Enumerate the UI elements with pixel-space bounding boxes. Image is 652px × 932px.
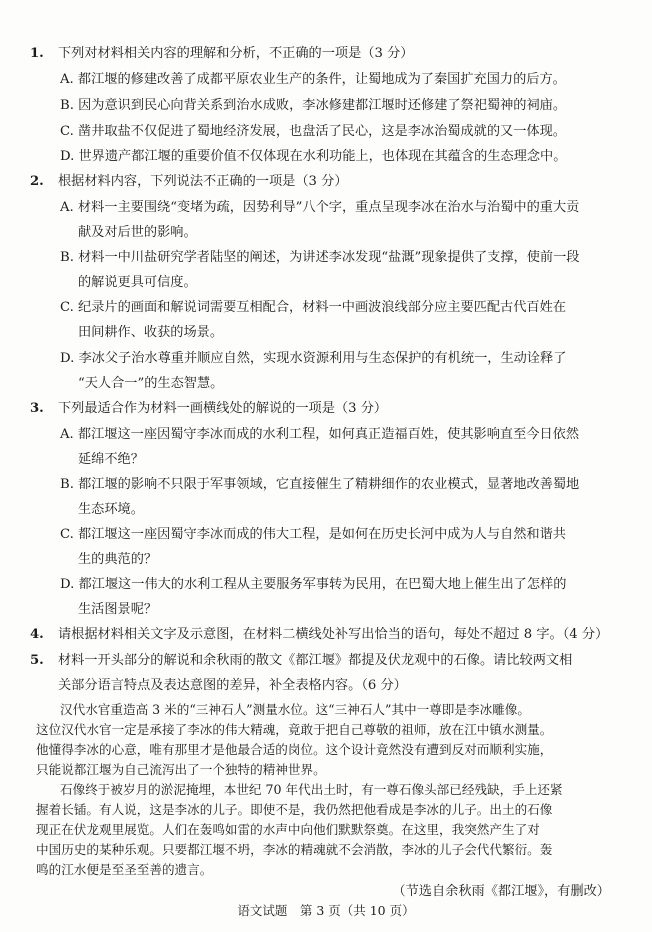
q2-option-a: A. 材料一主要围绕“变堵为疏，因势利导”八个字，重点呈现李冰在治水与治蜀中的重大贡: [60, 200, 580, 215]
q2-option-a-cont: 献及对后世的影响。: [78, 225, 197, 240]
question-5-stem-cont: 关部分语言特点及表达意图的差异，补全表格内容。（6 分）: [58, 678, 407, 693]
q3-option-d-cont: 生活图景呢？: [78, 602, 158, 617]
q2-option-d: D. 李冰父子治水尊重并顺应自然，实现水资源利用与生态保护的有机统一，生动诠释了: [60, 351, 567, 366]
question-stem: 下列对材料相关内容的理解和分析，不正确的一项是（3 分）: [58, 46, 414, 61]
question-number: 3.: [30, 401, 44, 416]
passage-line: 只能说都江堰为自己流泻出了一个独特的精神世界。: [36, 762, 326, 777]
q2-option-b: B. 材料一中川盐研究学者陆坚的阐述，为讲述李冰发现“盐溉”现象提供了支撑，使前一段: [60, 250, 580, 265]
q3-option-b-cont: 生态环境。: [78, 502, 144, 517]
q2-option-d-cont: “天人合一”的生态智慧。: [78, 376, 224, 391]
passage-line: 中国历史的某种乐观。只要都江堰不坍，李冰的精魂就不会消散，李冰的儿子会代代繁衍。轰: [36, 842, 553, 857]
q1-option-b: B. 因为意识到民心向背关系到治水成败，李冰修建都江堰时还修建了祭祀蜀神的祠庙。: [60, 98, 567, 113]
q3-option-b: B. 都江堰的影响不只限于军事领域，它直接催生了精耕细作的农业模式，显著地改善蜀地: [60, 477, 580, 492]
q3-option-a: A. 都江堰这一座因蜀守李冰而成的水利工程，如何真正造福百姓，使其影响直至今日依然: [60, 427, 580, 442]
question-number: 2.: [30, 174, 44, 189]
q3-option-c: C. 都江堰这一座因蜀守李冰而成的伟大工程，是如何在历史长河中成为人与自然和谐共: [60, 527, 566, 542]
passage-line: 鸣的江水便是至圣至善的遗言。: [36, 862, 213, 877]
question-number: 1.: [30, 46, 44, 61]
q3-option-d: D. 都江堰这一伟大的水利工程从主要服务军事转为民用，在巴蜀大地上催生出了怎样的: [60, 577, 567, 592]
passage-source: （节选自余秋雨《都江堰》，有删改）: [392, 884, 610, 899]
q1-option-a: A. 都江堰的修建改善了成都平原农业生产的条件，让蜀地成为了秦国扩充国力的后方。: [60, 72, 566, 87]
q2-option-b-cont: 的解说更具可信度。: [78, 275, 197, 290]
passage-line: 现正在伏龙观里展览。人们在轰鸣如雷的水声中向他们默默祭奠。在这里，我突然产生了对: [36, 822, 540, 837]
question-stem: 请根据材料相关文字及示意图，在材料二横线处补写出恰当的语句，每处不超过 8 字。（4 分）: [58, 627, 609, 642]
passage-line: 这位汉代水官一定是承接了李冰的伟大精魂，竟敢于把自己尊敬的祖师，放在江中镇水测量。: [36, 722, 553, 737]
passage-line: 汉代水官重造高 3 米的“三神石人”测量水位。这“三神石人”其中一尊即是李冰雕像。: [60, 702, 530, 717]
q1-option-d: D. 世界遗产都江堰的重要价值不仅体现在水利功能上，也体现在其蕴含的生态理念中。: [60, 149, 567, 164]
page-footer: 语文试题 第 3 页（共 10 页）: [237, 903, 415, 918]
question-number: 5.: [30, 653, 44, 668]
question-stem: 根据材料内容，下列说法不正确的一项是（3 分）: [58, 174, 348, 189]
question-1: [30, 42, 630, 66]
question-2: [30, 170, 630, 194]
q3-option-a-cont: 延绵不绝？: [78, 452, 144, 467]
question-number: 4.: [30, 627, 44, 642]
q2-option-c: C. 纪录片的画面和解说词需要互相配合，材料一中画波浪线部分应主要匹配古代百姓在: [60, 300, 566, 315]
question-stem: 下列最适合作为材料一画横线处的解说的一项是（3 分）: [58, 401, 388, 416]
q3-option-c-cont: 生的典范的？: [78, 552, 158, 567]
question-5: [30, 649, 630, 673]
passage-line: 握着长锸。有人说，这是李冰的儿子。即使不是，我仍然把他看成是李冰的儿子。出土的石像: [36, 802, 553, 817]
question-4: [30, 623, 630, 647]
passage-line: 他懂得李冰的心意，唯有那里才是他最合适的岗位。这个设计竟然没有遭到反对而顺利实施，: [36, 742, 553, 757]
q2-option-c-cont: 田间耕作、收获的场景。: [78, 325, 224, 340]
question-stem: 材料一开头部分的解说和余秋雨的散文《都江堰》都提及伏龙观中的石像。请比较两文相: [58, 653, 573, 668]
question-3: [30, 397, 630, 421]
passage-line: 石像终于被岁月的淤泥掩埋，本世纪 70 年代出土时，有一尊石像头部已经残缺，手上还紧: [60, 782, 563, 797]
q1-option-c: C. 凿井取盐不仅促进了蜀地经济发展，也盘活了民心，这是李冰治蜀成就的又一体现。: [60, 124, 566, 139]
